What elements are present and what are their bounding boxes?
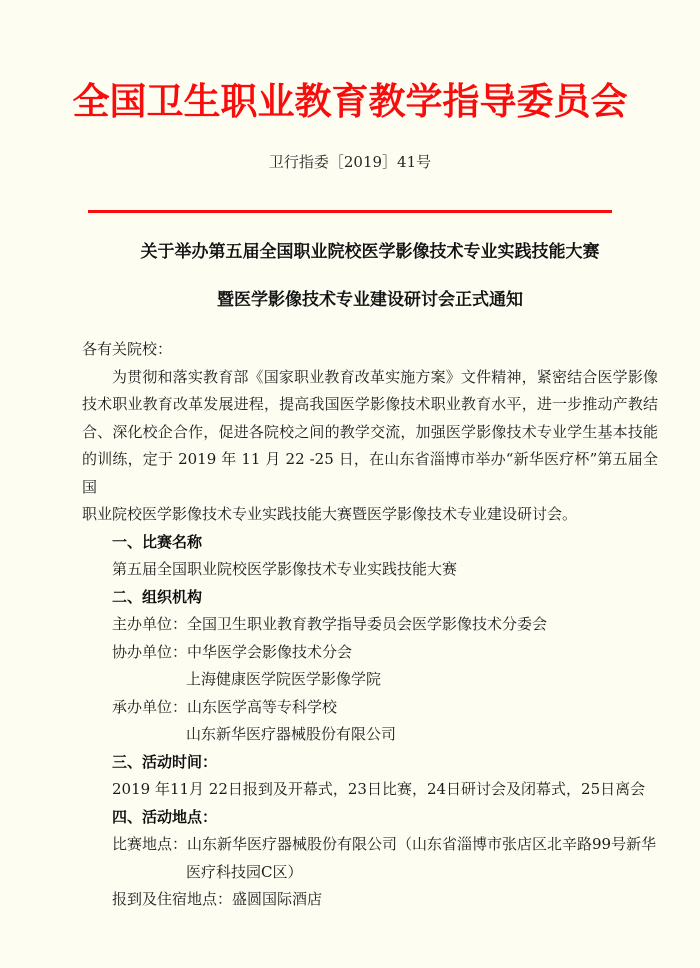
section-heading-2: 二、组织机构 (112, 587, 203, 606)
body-line-paragraph: 为贯彻和落实教育部《国家职业教育改革实施方案》文件精神，紧密结合医学影像 (112, 367, 658, 386)
notice-subject-line-1: 关于举办第五届全国职业院校医学影像技术专业实践技能大赛 (140, 242, 600, 262)
body-line-paragraph: 技术职业教育改革发展进程，提高我国医学影像技术职业教育水平，进一步推动产教结 (82, 395, 658, 413)
notice-text-block (82, 336, 658, 914)
notice-subject-line-2: 暨医学影像技术专业建设研讨会正式通知 (217, 290, 523, 310)
body-line-undertaker: 承办单位：山东医学高等专科学校 (112, 697, 338, 716)
body-line-salutation: 各有关院校： (82, 340, 173, 358)
body-line-paragraph: 职业院校医学影像技术专业实践技能大赛暨医学影像技术专业建设研讨会。 (82, 505, 578, 523)
body-line-paragraph: 的训练，定于 2019 年 11 月 22 -25 日，在山东省淄博市举办“新华医疗杯”第五届全国 (82, 450, 658, 496)
document-number: 卫行指委［2019］41号 (268, 153, 432, 171)
document-body (82, 240, 658, 914)
body-line-accommodation: 报到及住宿地点：盛圆国际酒店 (112, 890, 323, 908)
body-line-venue-2: 医疗科技园C区） (186, 862, 303, 881)
body-line-host-unit: 主办单位：全国卫生职业教育教学指导委员会医学影像技术分委会 (112, 615, 548, 633)
section-heading-4: 四、活动地点： (112, 807, 218, 826)
section-heading-3: 三、活动时间： (112, 752, 218, 771)
red-divider-rule (88, 210, 612, 213)
section-heading-1: 一、比赛名称 (112, 532, 203, 551)
body-line-co-organizer-2: 上海健康医学院医学影像学院 (186, 670, 382, 688)
body-line-co-organizer: 协办单位：中华医学会影像技术分会 (112, 642, 353, 661)
body-line-paragraph: 合、深化校企合作，促进各院校之间的教学交流，加强医学影像技术专业学生基本技能 (82, 422, 658, 441)
issuing-organization-title: 全国卫生职业教育教学指导委员会 (72, 79, 628, 123)
document-page (0, 78, 700, 968)
body-line-schedule: 2019 年11月 22日报到及开幕式，23日比赛，24日研讨会及闭幕式，25日离会 (112, 780, 646, 798)
body-line-undertaker-2: 山东新华医疗器械股份有限公司 (186, 725, 397, 743)
body-line-venue: 比赛地点：山东新华医疗器械股份有限公司（山东省淄博市张店区北辛路99号新华 (112, 835, 657, 853)
body-line-competition-name: 第五届全国职业院校医学影像技术专业实践技能大赛 (112, 560, 458, 578)
